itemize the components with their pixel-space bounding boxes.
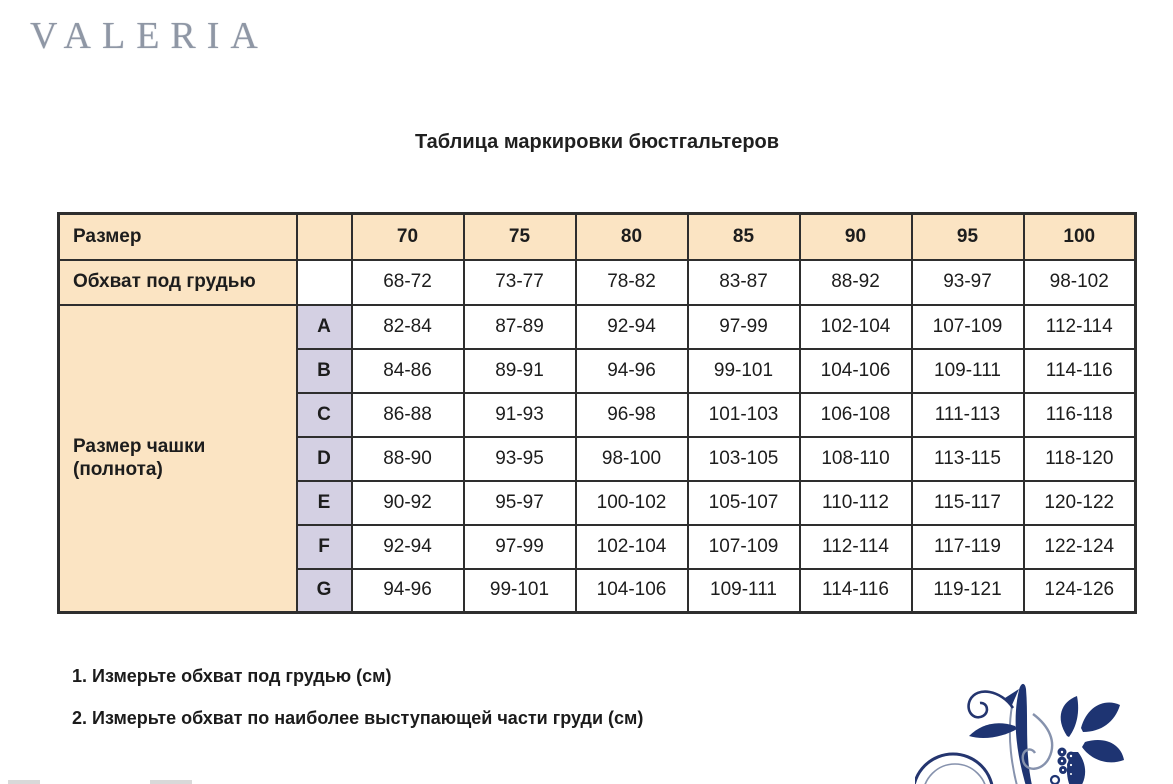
cup-value: 84-86 [352,349,464,393]
cup-value: 97-99 [464,525,576,569]
underbust-value: 78-82 [576,260,688,305]
cup-value: 91-93 [464,393,576,437]
cup-value: 99-101 [688,349,800,393]
cup-value: 93-95 [464,437,576,481]
cup-label-line2: (полнота) [73,459,163,481]
cup-value: 112-114 [800,525,912,569]
cup-value: 95-97 [464,481,576,525]
cup-value: 107-109 [688,525,800,569]
cup-value: 92-94 [352,525,464,569]
empty-cell [297,260,352,305]
cup-value: 105-107 [688,481,800,525]
cup-value: 89-91 [464,349,576,393]
cup-value: 82-84 [352,305,464,349]
cup-value: 113-115 [912,437,1024,481]
cutoff-text-fragment [150,780,192,784]
cup-value: 88-90 [352,437,464,481]
cup-value: 103-105 [688,437,800,481]
underbust-value: 83-87 [688,260,800,305]
cup-value: 99-101 [464,569,576,613]
cup-value: 104-106 [800,349,912,393]
underbust-value: 88-92 [800,260,912,305]
page-title: Таблица маркировки бюстгальтеров [414,131,780,153]
underbust-value: 73-77 [464,260,576,305]
instruction-step-1: 1. Измерьте обхват под грудью (см) [72,666,392,686]
cup-value: 109-111 [688,569,800,613]
cup-value: 102-104 [800,305,912,349]
cup-value: 114-116 [1024,349,1136,393]
cup-value: 104-106 [576,569,688,613]
cup-value: 90-92 [352,481,464,525]
cup-letter: G [297,569,352,613]
floral-flourish-icon [915,672,1140,784]
size-col-header: 100 [1024,214,1136,260]
cup-value: 112-114 [1024,305,1136,349]
cup-value: 94-96 [576,349,688,393]
cup-value: 94-96 [352,569,464,613]
table-row-underbust [59,260,1136,305]
cup-value: 119-121 [912,569,1024,613]
cup-value: 124-126 [1024,569,1136,613]
cup-letter: E [297,481,352,525]
cup-value: 120-122 [1024,481,1136,525]
cup-value: 87-89 [464,305,576,349]
cup-value: 122-124 [1024,525,1136,569]
size-col-header: 85 [688,214,800,260]
cup-label-line1: Размер чашки [73,436,206,458]
underbust-value: 68-72 [352,260,464,305]
cup-letter: D [297,437,352,481]
underbust-value: 98-102 [1024,260,1136,305]
cup-size-row-label [59,305,297,613]
underbust-value: 93-97 [912,260,1024,305]
cup-value: 100-102 [576,481,688,525]
cup-value: 86-88 [352,393,464,437]
size-row-label: Размер [59,214,297,260]
cup-value: 114-116 [800,569,912,613]
cup-value: 109-111 [912,349,1024,393]
cup-value: 108-110 [800,437,912,481]
cup-value: 98-100 [576,437,688,481]
cup-letter: B [297,349,352,393]
cup-value: 92-94 [576,305,688,349]
cup-value: 117-119 [912,525,1024,569]
cup-value: 118-120 [1024,437,1136,481]
cup-letter: F [297,525,352,569]
cup-letter: A [297,305,352,349]
cup-value: 101-103 [688,393,800,437]
cup-value: 107-109 [912,305,1024,349]
size-col-header: 75 [464,214,576,260]
cup-value: 97-99 [688,305,800,349]
size-col-header: 80 [576,214,688,260]
cup-letter: C [297,393,352,437]
cup-value: 106-108 [800,393,912,437]
measurement-instructions [72,666,643,750]
cup-value: 116-118 [1024,393,1136,437]
empty-cell [297,214,352,260]
cup-value: 111-113 [912,393,1024,437]
cup-value: 110-112 [800,481,912,525]
cup-value: 96-98 [576,393,688,437]
bra-size-table [57,212,1137,614]
cup-value: 115-117 [912,481,1024,525]
table-row-sizes [59,214,1136,260]
cup-value: 102-104 [576,525,688,569]
size-col-header: 70 [352,214,464,260]
size-col-header: 90 [800,214,912,260]
size-col-header: 95 [912,214,1024,260]
instruction-step-2: 2. Измерьте обхват по наиболее выступающей части груди (см) [72,708,644,728]
brand-logo: VALERIA [30,15,269,57]
underbust-row-label: Обхват под грудью [59,260,297,305]
table-row-cup-a [59,305,1136,349]
cutoff-text-fragment [8,780,40,784]
